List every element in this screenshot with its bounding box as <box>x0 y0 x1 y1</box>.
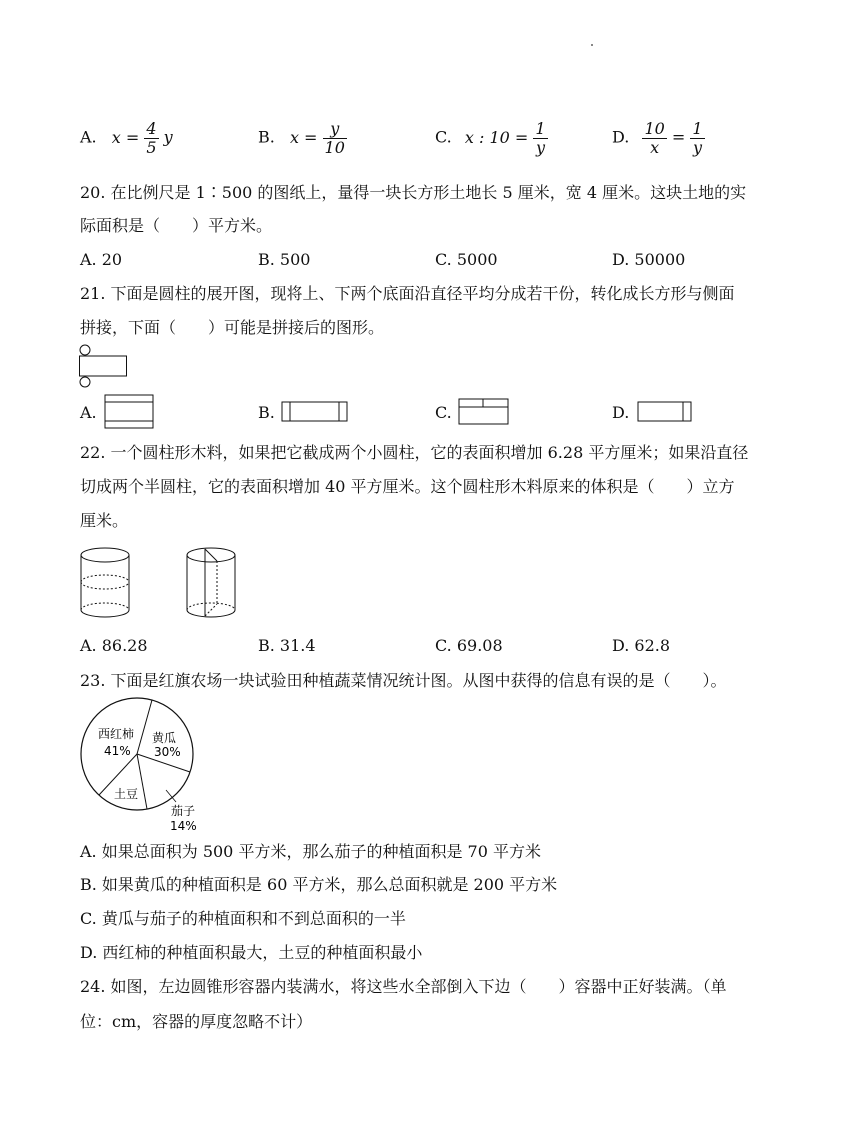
q22-option-b[interactable]: B. 31.4 <box>258 636 316 655</box>
cylinder-cut-lengthwise-figure <box>185 546 237 620</box>
q21-option-c-figure <box>458 398 510 426</box>
eggplant-percent: 14% <box>170 819 197 833</box>
q22-option-a[interactable]: A. 86.28 <box>80 636 148 655</box>
q21-line1: 21. 下面是圆柱的展开图，现将上、下两个底面沿直径平均分成若干份，转化成长方形与侧面 <box>80 284 735 303</box>
q22-line1: 22. 一个圆柱形木料，如果把它截成两个小圆柱，它的表面积增加 6.28 平方厘米；如果沿直径 <box>80 443 749 462</box>
q21-option-c[interactable]: C. <box>435 403 452 422</box>
tomato-percent: 41% <box>104 744 131 758</box>
q20-option-c[interactable]: C. 5000 <box>435 250 498 269</box>
q21-option-a[interactable]: A. <box>80 403 97 422</box>
fraction: $\frac{10}{x}$ <box>644 119 665 157</box>
q22-option-c[interactable]: C. 69.08 <box>435 636 503 655</box>
q22-line3: 厘米。 <box>80 511 129 530</box>
cucumber-label: 黄瓜 <box>152 731 177 745</box>
potato-label: 土豆 <box>114 787 139 801</box>
q20-option-d[interactable]: D. 50000 <box>612 250 686 269</box>
page-dot <box>591 44 593 46</box>
cylinder-cut-crosswise-figure <box>79 546 131 620</box>
q22-line2: 切成两个半圆柱，它的表面积增加 40 平方厘米。这个圆柱形木料原来的体积是（ ）立方 <box>80 477 735 496</box>
q20-line1: 20. 在比例尺是 1∶500 的图纸上，量得一块长方形土地长 5 厘米，宽 4 厘米。这块土地的实 <box>80 183 747 202</box>
q21-option-b[interactable]: B. <box>258 403 275 422</box>
q21-option-d[interactable]: D. <box>612 403 630 422</box>
fraction: $\frac{y}{10}$ <box>324 119 345 157</box>
eggplant-label: 茄子 <box>171 804 196 818</box>
q19-option-a[interactable]: A. x = $\frac{4}{5}$ y <box>80 119 173 157</box>
q20-line2: 际面积是（ ）平方米。 <box>80 216 273 235</box>
q19-option-c[interactable]: C. x : 10 = $\frac{1}{y}$ <box>435 119 546 157</box>
q20-option-a[interactable]: A. 20 <box>80 250 123 269</box>
q23-line1: 23. 下面是红旗农场一块试验田种植蔬菜情况统计图。从图中获得的信息有误的是（ ）。 <box>80 671 727 690</box>
q23-option-b[interactable]: B. 如果黄瓜的种植面积是 60 平方米，那么总面积就是 200 平方米 <box>80 875 558 894</box>
vegetable-pie-chart <box>78 698 202 834</box>
fraction: $\frac{1}{y}$ <box>692 119 703 157</box>
fraction: $\frac{4}{5}$ <box>146 119 157 157</box>
q19-option-d[interactable]: D. $\frac{10}{x}$ = $\frac{1}{y}$ <box>612 119 703 157</box>
q19-option-b[interactable]: B. x = $\frac{y}{10}$ <box>258 119 345 157</box>
cucumber-percent: 30% <box>154 745 181 759</box>
cylinder-net-figure <box>78 344 130 386</box>
q24-line1: 24. 如图，左边圆锥形容器内装满水，将这些水全部倒入下边（ ）容器中正好装满。（单 <box>80 977 727 996</box>
q20-option-b[interactable]: B. 500 <box>258 250 311 269</box>
q21-option-d-figure <box>637 401 693 423</box>
tomato-label: 西红柿 <box>98 727 135 741</box>
q21-option-b-figure <box>281 401 349 423</box>
q23-option-c[interactable]: C. 黄瓜与茄子的种植面积和不到总面积的一半 <box>80 909 406 928</box>
q21-option-a-figure <box>104 394 154 430</box>
q24-line2: 位：cm，容器的厚度忽略不计） <box>80 1012 313 1031</box>
q21-line2: 拼接，下面（ ）可能是拼接后的图形。 <box>80 318 385 337</box>
q23-option-d[interactable]: D. 西红柿的种植面积最大，土豆的种植面积最小 <box>80 943 423 962</box>
q23-option-a[interactable]: A. 如果总面积为 500 平方米，那么茄子的种植面积是 70 平方米 <box>80 842 541 861</box>
q22-option-d[interactable]: D. 62.8 <box>612 636 671 655</box>
fraction: $\frac{1}{y}$ <box>535 119 546 157</box>
